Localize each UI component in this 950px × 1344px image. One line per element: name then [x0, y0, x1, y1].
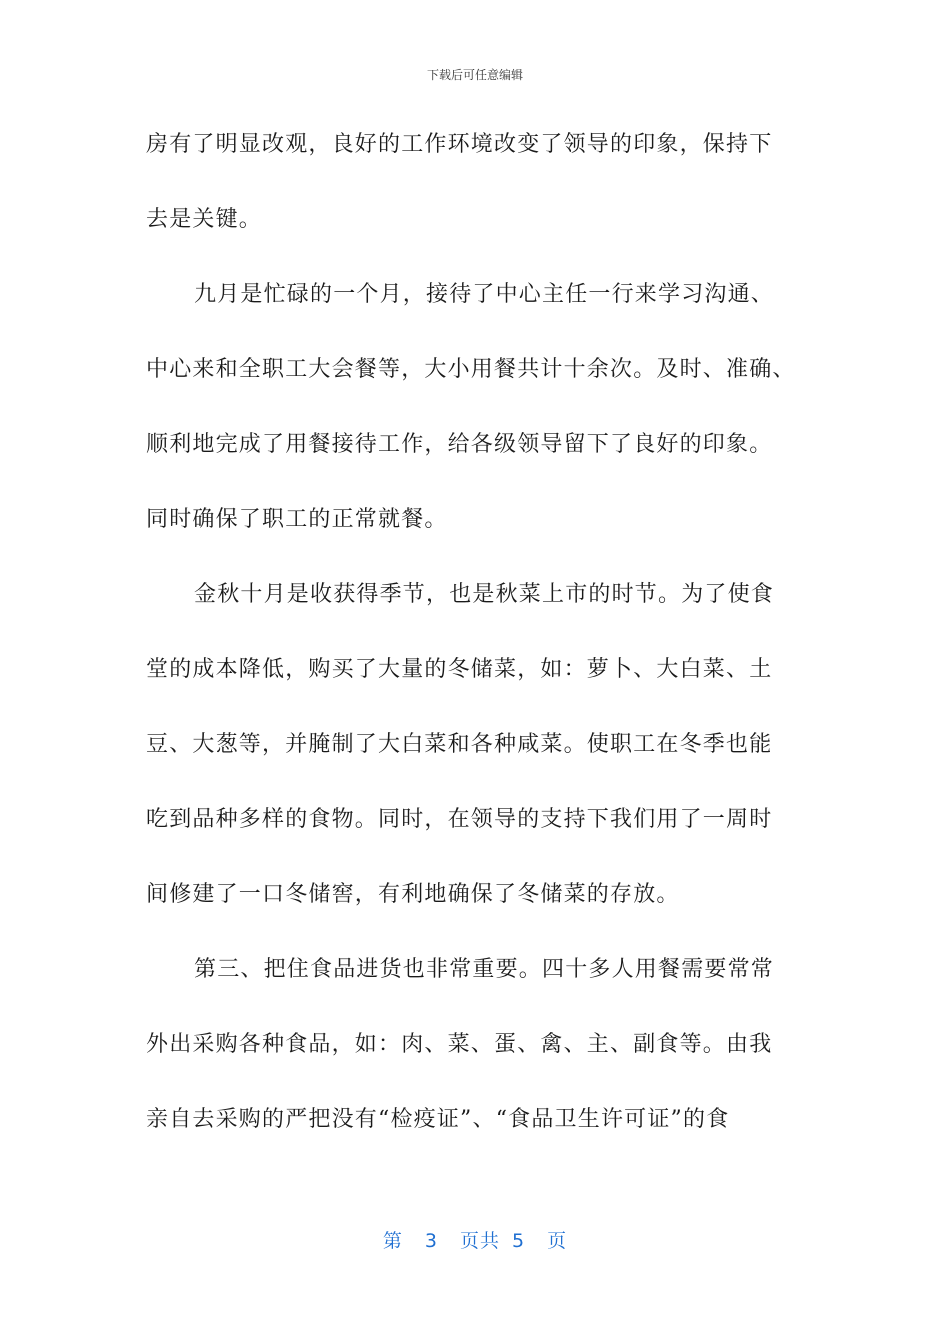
text-line: 吃到品种多样的食物。同时，在领导的支持下我们用了一周时 [146, 807, 773, 832]
text-line: 外出采购各种食品，如：肉、菜、蛋、禽、主、副食等。由我 [146, 1032, 773, 1057]
text-line: 堂的成本降低，购买了大量的冬储菜，如：萝卜、大白菜、土 [146, 657, 773, 682]
footer-prefix: 第 [382, 1230, 403, 1252]
footer-middle: 页共 [459, 1230, 500, 1252]
text-line: 同时确保了职工的正常就餐。 [146, 507, 448, 532]
footer-suffix: 页 [547, 1230, 568, 1252]
text-line: 去是关键。 [146, 207, 263, 232]
page-header: 下载后可任意编辑 [426, 68, 523, 82]
total-pages-number: 5 [512, 1230, 526, 1252]
text-line: 亲自去采购的严把没有“检疫证”、“食品卫生许可证”的食 [146, 1107, 730, 1132]
paragraph-first-line: 第三、把住食品进货也非常重要。四十多人用餐需要常常 [194, 957, 775, 982]
text-line: 间修建了一口冬储窖，有利地确保了冬储菜的存放。 [146, 882, 680, 907]
page-footer [0, 1226, 950, 1253]
text-line: 中心来和全职工大会餐等，大小用餐共计十余次。及时、准确、 [146, 357, 796, 382]
current-page-number: 3 [424, 1230, 438, 1252]
text-line: 房有了明显改观，良好的工作环境改变了领导的印象，保持下 [146, 132, 773, 157]
paragraph-first-line: 九月是忙碌的一个月，接待了中心主任一行来学习沟通、 [194, 282, 775, 307]
text-line: 顺利地完成了用餐接待工作，给各级领导留下了良好的印象。 [146, 432, 773, 457]
paragraph-first-line: 金秋十月是收获得季节，也是秋菜上市的时节。为了使食 [194, 582, 775, 607]
text-line: 豆、大葱等，并腌制了大白菜和各种咸菜。使职工在冬季也能 [146, 732, 773, 757]
